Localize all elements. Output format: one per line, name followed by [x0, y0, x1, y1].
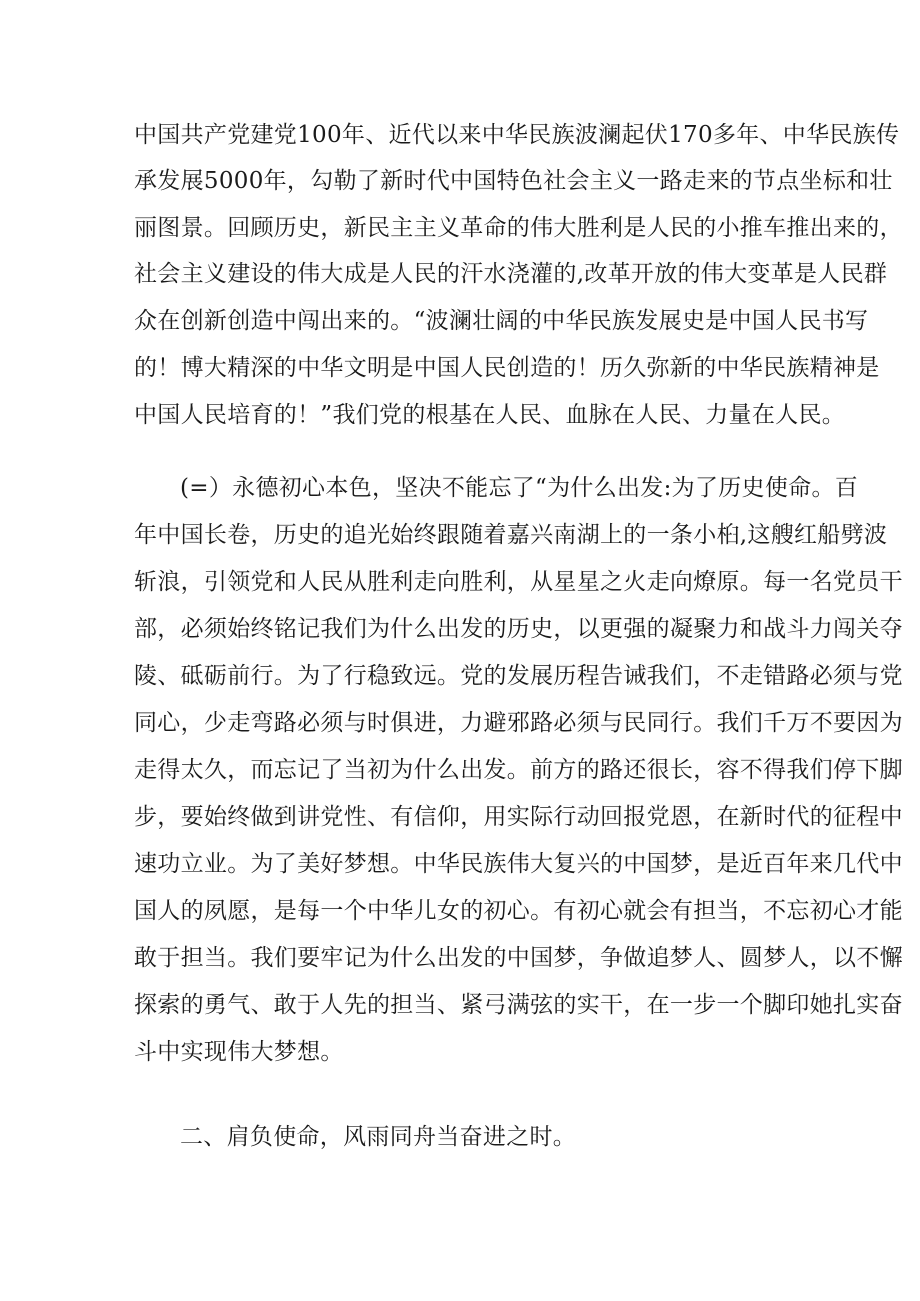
paragraph-2-line-9: 速功立业。为了美好梦想。中华民族伟大复兴的中国梦，是近百年来几代中	[134, 851, 903, 877]
paragraph-1-line-5: 众在创新创造中闯出来的。“波澜壮阔的中华民族发展史是中国人民书写	[134, 308, 869, 334]
paragraph-2-line-6: 同心，少走弯路必须与时俱进，力避邪路必须与民同行。我们千万不要因为	[134, 710, 903, 736]
paragraph-1-line-4: 社会主义建设的伟大成是人民的汗水浇灌的,改革开放的伟大变革是人民群	[134, 261, 888, 287]
paragraph-2-line-3: 斩浪，引领党和人民从胜利走向胜利，从星星之火走向燎原。每一名党员干	[134, 569, 903, 595]
paragraph-2-line-10: 国人的夙愿，是每一个中华儿女的初心。有初心就会有担当，不忘初心才能	[134, 898, 903, 924]
paragraph-2-line-13: 斗中实现伟大梦想。	[134, 1039, 344, 1065]
paragraph-1-line-7: 中国人民培育的！”我们党的根基在人民、血脉在人民、力量在人民。	[134, 402, 846, 428]
section-heading: 二、肩负使命，风雨同舟当奋进之时。	[180, 1124, 577, 1150]
paragraph-2-line-2: 年中国长卷，历史的追光始终跟随着嘉兴南湖上的一条小桕,这艘红船劈波	[134, 522, 888, 548]
paragraph-2-line-5: 陵、砥砺前行。为了行稳致远。党的发展历程告诫我们，不走错路必须与党	[134, 663, 903, 689]
paragraph-1-line-3: 丽图景。回顾历史，新民主主义革命的伟大胜利是人民的小推车推出来的，	[134, 215, 903, 241]
paragraph-2-line-12: 探索的勇气、敢于人先的担当、紧弓满弦的实干，在一步一个脚印她扎实奋	[134, 992, 903, 1018]
paragraph-2-line-11: 敢于担当。我们要牢记为什么出发的中国梦，争做追梦人、圆梦人，以不懈	[134, 945, 903, 971]
paragraph-1-line-1: 中国共产党建党100年、近代以来中华民族波澜起伏170多年、中华民族传	[134, 122, 900, 148]
paragraph-2-line-7: 走得太久，而忘记了当初为什么出发。前方的路还很长，容不得我们停下脚	[134, 757, 903, 783]
paragraph-2-line-4: 部，必须始终铭记我们为什么出发的历史，以更强的凝聚力和战斗力闯关夺	[134, 616, 903, 642]
paragraph-1-line-6: 的！博大精深的中华文明是中国人民创造的！历久弥新的中华民族精神是	[134, 355, 880, 381]
paragraph-2-line-1: (=）永德初心本色，坚决不能忘了“为什么出发:为了历史使命。百	[180, 475, 859, 501]
paragraph-2-line-8: 步，要始终做到讲党性、有信仰，用实际行动回报党恩，在新时代的征程中	[134, 804, 903, 830]
paragraph-1-line-2: 承发展5000年，勾勒了新时代中国特色社会主义一路走来的节点坐标和壮	[134, 168, 893, 194]
